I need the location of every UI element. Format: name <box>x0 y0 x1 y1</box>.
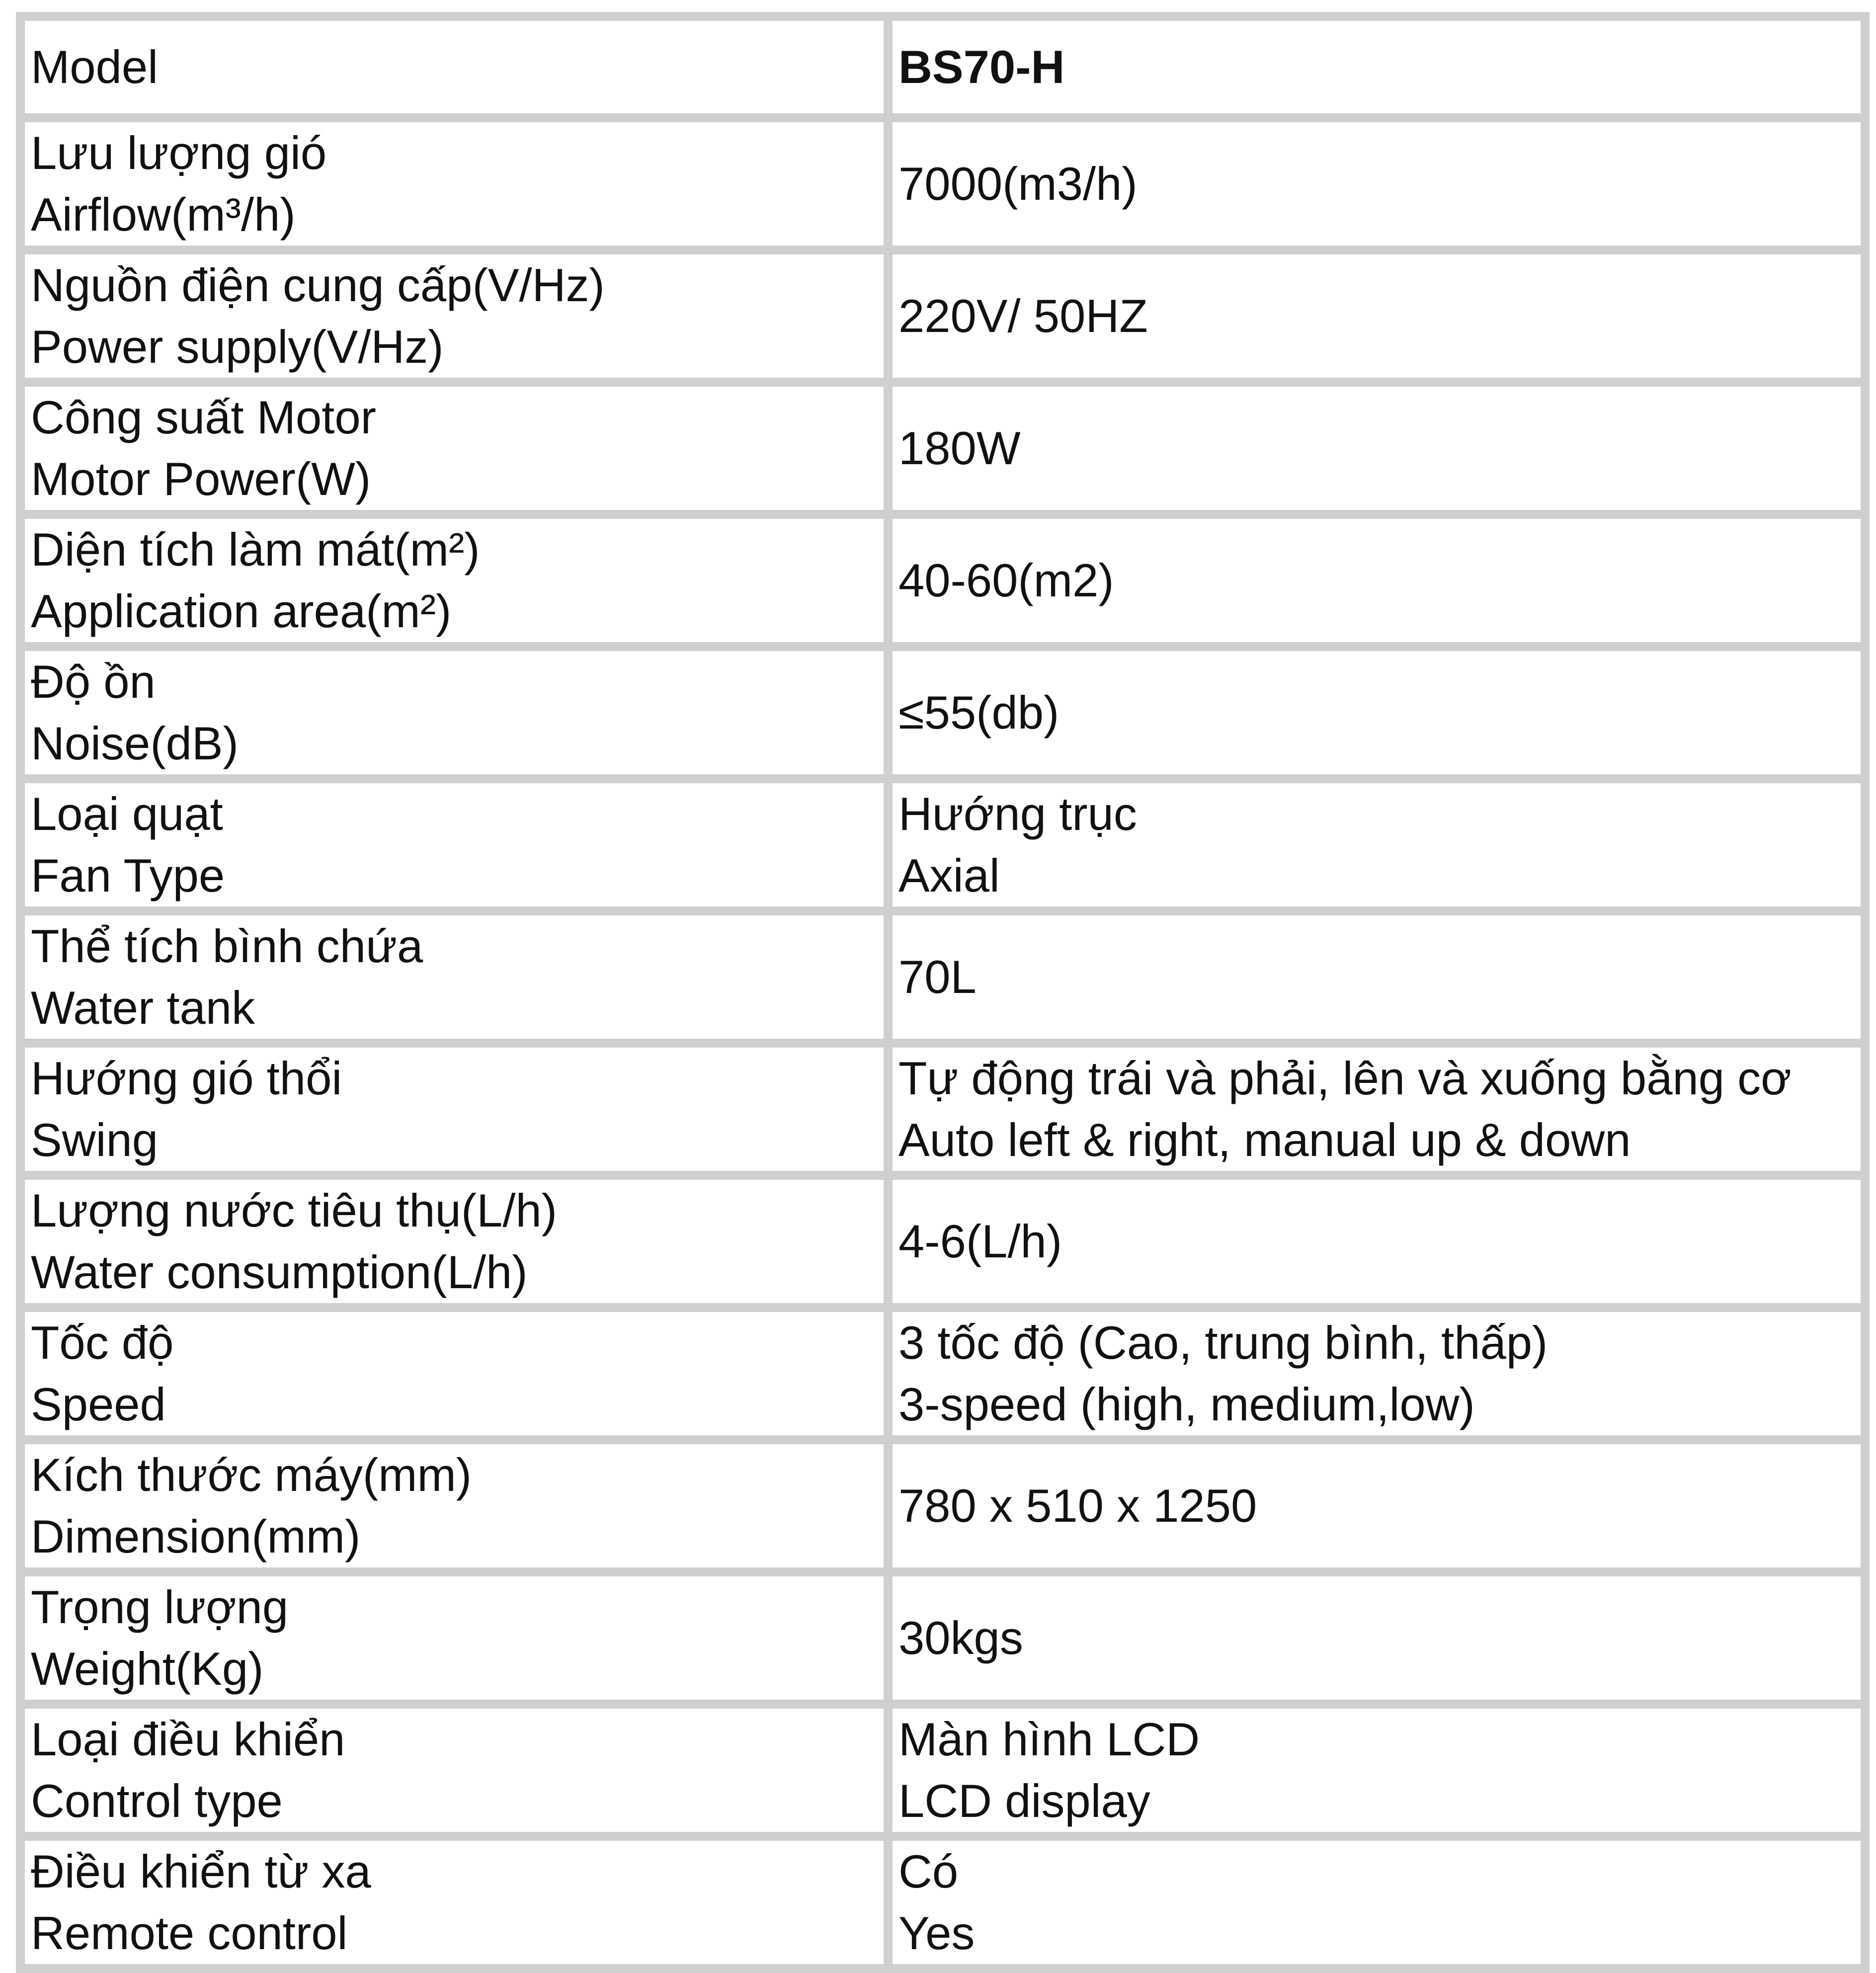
table-row <box>25 915 1861 1039</box>
label-text: Lượng nước tiêu thụ(L/h) <box>31 1184 558 1236</box>
label-cell-dimension <box>25 1444 884 1567</box>
label-text: Fan Type <box>31 849 225 902</box>
table-row <box>25 519 1861 642</box>
value-text: BS70-H <box>898 41 1065 93</box>
value-cell-control-type <box>893 1709 1861 1832</box>
label-cell-water-consumption <box>25 1180 884 1303</box>
value-text: 3-speed (high, medium,low) <box>898 1378 1475 1430</box>
value-text: ≤55(db) <box>898 686 1060 739</box>
label-cell-remote-control <box>25 1841 884 1964</box>
table-row <box>25 1709 1861 1832</box>
label-text: Water consumption(L/h) <box>31 1246 528 1298</box>
value-text: Màn hình LCD <box>898 1713 1200 1765</box>
label-text: Loại điều khiển <box>31 1713 345 1765</box>
value-text: 3 tốc độ (Cao, trung bình, thấp) <box>898 1316 1548 1369</box>
label-text: Power supply(V/Hz) <box>31 321 444 373</box>
label-text: Weight(Kg) <box>31 1643 264 1695</box>
value-text: 180W <box>898 422 1021 474</box>
label-cell-speed <box>25 1312 884 1435</box>
value-cell-water-tank <box>893 915 1861 1039</box>
label-cell-weight <box>25 1576 884 1700</box>
value-text: LCD display <box>898 1775 1150 1827</box>
table-row <box>25 783 1861 906</box>
value-text: Axial <box>898 849 1000 902</box>
value-cell-power-supply <box>893 254 1861 378</box>
label-text: Model <box>31 41 159 93</box>
table-row <box>25 387 1861 510</box>
value-cell-airflow <box>893 122 1861 246</box>
value-text: 7000(m3/h) <box>898 158 1138 210</box>
label-text: Speed <box>31 1378 166 1430</box>
table-row <box>25 122 1861 246</box>
label-text: Noise(dB) <box>31 717 239 769</box>
label-text: Trọng lượng <box>31 1581 289 1633</box>
value-text: Tự động trái và phải, lên và xuống bằng cơ <box>898 1052 1792 1104</box>
table-row <box>25 1312 1861 1435</box>
value-cell-dimension <box>893 1444 1861 1567</box>
value-text: Có <box>898 1845 959 1897</box>
value-text: 220V/ 50HZ <box>898 290 1148 342</box>
label-text: Nguồn điện cung cấp(V/Hz) <box>31 259 605 311</box>
value-cell-model <box>893 21 1861 113</box>
label-text: Loại quạt <box>31 788 223 840</box>
label-text: Application area(m²) <box>31 585 452 637</box>
label-cell-control-type <box>25 1709 884 1832</box>
label-cell-application-area <box>25 519 884 642</box>
value-text: 780 x 510 x 1250 <box>898 1480 1257 1532</box>
value-cell-swing <box>893 1048 1861 1171</box>
label-cell-motor-power <box>25 387 884 510</box>
value-text: 4-6(L/h) <box>898 1215 1062 1267</box>
value-cell-remote-control <box>893 1841 1861 1964</box>
label-cell-airflow <box>25 122 884 246</box>
label-cell-water-tank <box>25 915 884 1039</box>
table-row <box>25 1576 1861 1700</box>
value-cell-speed <box>893 1312 1861 1435</box>
value-text: 70L <box>898 951 977 1003</box>
value-text: 30kgs <box>898 1612 1023 1664</box>
label-text: Water tank <box>31 982 255 1034</box>
table-row <box>25 1180 1861 1303</box>
label-text: Độ ồn <box>31 656 156 708</box>
label-text: Hướng gió thổi <box>31 1052 342 1104</box>
label-text: Tốc độ <box>31 1316 174 1369</box>
table-row <box>25 21 1861 113</box>
value-cell-noise <box>893 651 1861 774</box>
label-text: Diện tích làm mát(m²) <box>31 523 480 575</box>
value-text: Yes <box>898 1907 975 1959</box>
label-text: Motor Power(W) <box>31 453 371 505</box>
label-text: Điều khiển từ xa <box>31 1845 371 1897</box>
label-cell-model <box>25 21 884 113</box>
value-text: Hướng trục <box>898 788 1137 840</box>
label-text: Thể tích bình chứa <box>31 920 423 972</box>
label-text: Kích thước máy(mm) <box>31 1449 472 1501</box>
table-row <box>25 254 1861 378</box>
label-text: Control type <box>31 1775 283 1827</box>
value-cell-weight <box>893 1576 1861 1700</box>
table-row <box>25 1048 1861 1171</box>
value-text: 40-60(m2) <box>898 554 1114 606</box>
value-cell-water-consumption <box>893 1180 1861 1303</box>
table-row <box>25 651 1861 774</box>
table-row <box>25 1841 1861 1964</box>
label-text: Công suất Motor <box>31 391 376 443</box>
label-cell-noise <box>25 651 884 774</box>
label-text: Remote control <box>31 1907 348 1959</box>
label-text: Airflow(m³/h) <box>31 188 296 241</box>
value-text: Auto left & right, manual up & down <box>898 1114 1631 1166</box>
value-cell-application-area <box>893 519 1861 642</box>
label-cell-fan-type <box>25 783 884 906</box>
value-cell-fan-type <box>893 783 1861 906</box>
label-cell-swing <box>25 1048 884 1171</box>
spec-table <box>16 12 1870 1973</box>
label-text: Swing <box>31 1114 159 1166</box>
value-cell-motor-power <box>893 387 1861 510</box>
label-cell-power-supply <box>25 254 884 378</box>
table-row <box>25 1444 1861 1567</box>
label-text: Dimension(mm) <box>31 1510 361 1562</box>
label-text: Lưu lượng gió <box>31 127 327 179</box>
